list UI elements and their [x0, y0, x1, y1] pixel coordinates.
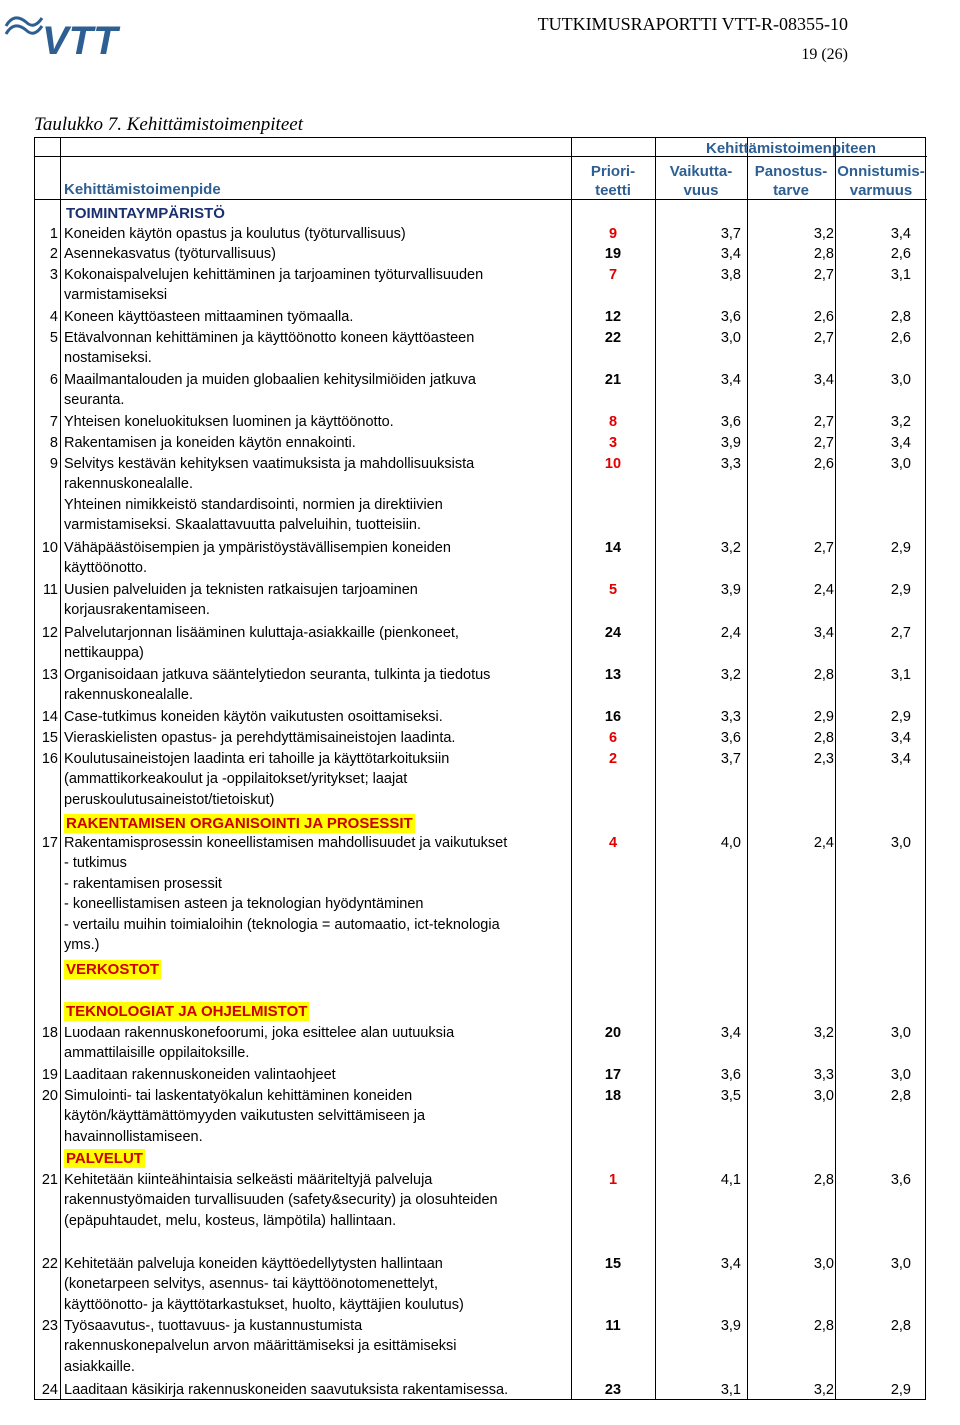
row-effort: 2,3	[813, 751, 834, 767]
row-priority: 24	[604, 625, 622, 641]
measures-table	[34, 137, 926, 1400]
row-description: Työsaavutus-, tuottavuus- ja kustannustumista rakennuskonepalvelun arvon määrittämiseksi ja esittämiseksi asiakkaille.	[64, 1318, 457, 1375]
row-number: 21	[41, 1172, 58, 1188]
row-effort: 3,3	[813, 1067, 834, 1083]
row-impact: 3,4	[720, 372, 741, 388]
row-success: 2,9	[890, 540, 911, 556]
row-number: 10	[41, 540, 58, 556]
row-success: 2,9	[890, 709, 911, 725]
row-description: Kehitetään kiinteähintaisia selkeästi määriteltyjä palveluja rakennustyömaiden turvallisuuden (safety&security) ja olosuhteiden (epäpuhtaudet, melu, kosteus, lämpötila) hallintaan.	[64, 1172, 498, 1229]
row-effort: 2,4	[813, 582, 834, 598]
row-impact: 3,9	[720, 1318, 741, 1334]
row-priority: 6	[608, 730, 618, 746]
row-success: 2,6	[890, 330, 911, 346]
row-impact: 3,6	[720, 730, 741, 746]
row-impact: 2,4	[720, 625, 741, 641]
row-priority: 21	[604, 372, 622, 388]
row-priority: 22	[604, 330, 622, 346]
row-effort: 2,4	[813, 835, 834, 851]
row-priority: 17	[604, 1067, 622, 1083]
row-success: 2,6	[890, 246, 911, 262]
row-description: Organisoidaan jatkuva sääntelytiedon seuranta, tulkinta ja tiedotus rakennuskonealalle.	[64, 667, 491, 704]
row-number: 15	[41, 730, 58, 746]
row-priority: 2	[608, 751, 618, 767]
section-teknologiat: TEKNOLOGIAT JA OHJELMISTOT	[66, 1003, 308, 1020]
row-priority: 12	[604, 309, 622, 325]
row-success: 2,7	[890, 625, 911, 641]
row-priority: 8	[608, 414, 618, 430]
row-effort: 2,7	[813, 414, 834, 430]
row-impact: 3,6	[720, 309, 741, 325]
row-description: Laaditaan rakennuskoneiden valintaohjeet	[64, 1067, 336, 1083]
row-effort: 2,7	[813, 540, 834, 556]
row-description: Koneen käyttöasteen mittaaminen työmaalla.	[64, 309, 354, 325]
row-effort: 3,0	[813, 1256, 834, 1272]
row-impact: 3,4	[720, 1256, 741, 1272]
row-number: 2	[49, 246, 58, 262]
row-success: 3,1	[890, 267, 911, 283]
row-priority: 7	[608, 267, 618, 283]
row-number: 3	[49, 267, 58, 283]
row-impact: 3,4	[720, 1025, 741, 1041]
row-number: 5	[49, 330, 58, 346]
row-effort: 2,8	[813, 730, 834, 746]
row-success: 3,0	[890, 1256, 911, 1272]
header-group: Kehittämistoimenpiteen	[705, 140, 877, 157]
row-description: Laaditaan käsikirja rakennuskoneiden saavutuksista rakentamisessa.	[64, 1382, 509, 1398]
row-priority: 11	[605, 1318, 621, 1334]
row-impact: 3,2	[720, 667, 741, 683]
row-impact: 4,0	[720, 835, 741, 851]
row-success: 3,0	[890, 372, 911, 388]
row-impact: 3,2	[720, 540, 741, 556]
row-success: 2,8	[890, 309, 911, 325]
row-success: 3,6	[890, 1172, 911, 1188]
row-number: 7	[49, 414, 58, 430]
row-effort: 2,8	[813, 667, 834, 683]
row-priority: 20	[604, 1025, 622, 1041]
vtt-logo	[4, 4, 144, 56]
row-priority: 3	[608, 435, 618, 451]
row-impact: 3,8	[720, 267, 741, 283]
row-priority: 23	[604, 1382, 622, 1398]
row-success: 3,4	[890, 226, 911, 242]
row-priority: 10	[604, 456, 622, 472]
row-description: Rakentamisprosessin koneellistamisen mahdollisuudet ja vaikutukset - tutkimus - rakentamisen prosessit - koneellistamisen asteen ja teknologian hyödyntäminen - vertailu muihin toimialoihin (teknologia = automaatio, ict-teknologia yms.)	[64, 835, 508, 954]
row-description: Case-tutkimus koneiden käytön vaikutusten osoittamiseksi.	[64, 709, 443, 725]
row-success: 3,1	[890, 667, 911, 683]
header-priority: Priori- teetti	[590, 163, 636, 199]
row-priority: 14	[604, 540, 622, 556]
row-description: Koneiden käytön opastus ja koulutus (työturvallisuus)	[64, 226, 406, 242]
svg-text:VTT: VTT	[42, 19, 118, 56]
header-effort: Panostus- tarve	[754, 163, 828, 199]
row-effort: 3,0	[813, 1088, 834, 1104]
row-description: Palvelutarjonnan lisääminen kuluttaja-asiakkaille (pienkoneet, nettikauppa)	[64, 625, 459, 662]
row-number: 11	[42, 582, 58, 598]
row-number: 24	[41, 1382, 58, 1398]
row-impact: 4,1	[720, 1172, 741, 1188]
row-description: Koulutusaineistojen laadinta eri tahoille ja käyttötarkoituksiin (ammattikorkeakoulut ja -oppilaitokset/yritykset; laajat peruskoulutusaineistot/tietoiskut)	[64, 751, 450, 808]
row-effort: 3,2	[813, 226, 834, 242]
row-number: 9	[49, 456, 58, 472]
row-description: Yhteisen koneluokituksen luominen ja käyttöönotto.	[64, 414, 394, 430]
row-effort: 3,4	[813, 372, 834, 388]
row-success: 2,8	[890, 1088, 911, 1104]
header-action: Kehittämistoimenpide	[64, 181, 221, 198]
row-description: Etävalvonnan kehittäminen ja käyttöönotto koneen käyttöasteen nostamiseksi.	[64, 330, 475, 367]
row-number: 20	[41, 1088, 58, 1104]
row-number: 17	[41, 835, 58, 851]
row-success: 3,0	[890, 1067, 911, 1083]
row-description: Kokonaispalvelujen kehittäminen ja tarjoaminen työturvallisuuden varmistamiseksi	[64, 267, 484, 304]
row-success: 2,9	[890, 582, 911, 598]
row-success: 3,0	[890, 835, 911, 851]
row-number: 8	[49, 435, 58, 451]
row-priority: 18	[604, 1088, 622, 1104]
page-number: 19 (26)	[801, 46, 848, 63]
row-success: 3,0	[890, 1025, 911, 1041]
row-impact: 3,3	[720, 709, 741, 725]
row-number: 6	[49, 372, 58, 388]
section-palvelut: PALVELUT	[66, 1150, 143, 1167]
row-priority: 15	[604, 1256, 622, 1272]
row-effort: 2,9	[813, 709, 834, 725]
row-number: 19	[41, 1067, 58, 1083]
row-description: Selvitys kestävän kehityksen vaatimuksista ja mahdollisuuksista rakennuskonealalle. Yhteinen nimikkeistö standardisointi, normien ja direktiivien varmistamiseksi. Skaalattavuutta palveluihin, tuotteisiin.	[64, 456, 475, 534]
table-caption: Taulukko 7. Kehittämistoimenpiteet	[34, 114, 303, 135]
row-success: 3,0	[890, 456, 911, 472]
row-number: 4	[49, 309, 58, 325]
row-effort: 2,8	[813, 246, 834, 262]
row-effort: 2,6	[813, 456, 834, 472]
row-effort: 3,2	[813, 1025, 834, 1041]
row-priority: 13	[604, 667, 622, 683]
row-priority: 4	[608, 835, 618, 851]
row-priority: 1	[608, 1172, 618, 1188]
report-id: TUTKIMUSRAPORTTI VTT-R-08355-10	[537, 14, 848, 34]
row-impact: 3,3	[720, 456, 741, 472]
row-success: 2,9	[890, 1382, 911, 1398]
row-effort: 2,7	[813, 330, 834, 346]
row-impact: 3,7	[720, 751, 741, 767]
row-description: Simulointi- tai laskentatyökalun kehittäminen koneiden käytön/käyttämättömyyden vaikutusten selvittämiseen ja havainnollistamiseen.	[64, 1088, 426, 1145]
row-description: Kehitetään palveluja koneiden käyttöedellytysten hallintaan (konetarpeen selvitys, asennus- tai käyttöönotomenettelyt, käyttöönotto- ja käyttötarkastukset, huolto, käyttäjien koulutus)	[64, 1256, 464, 1313]
row-success: 2,8	[890, 1318, 911, 1334]
row-effort: 2,8	[813, 1318, 834, 1334]
row-description: Maailmantalouden ja muiden globaalien kehitysilmiöiden jatkuva seuranta.	[64, 372, 476, 409]
row-priority: 16	[604, 709, 622, 725]
row-description: Uusien palveluiden ja teknisten ratkaisujen tarjoaminen korjausrakentamiseen.	[64, 582, 418, 619]
row-impact: 3,0	[720, 330, 741, 346]
row-effort: 3,2	[813, 1382, 834, 1398]
row-impact: 3,6	[720, 1067, 741, 1083]
section-verkostot: VERKOSTOT	[66, 961, 160, 978]
row-description: Vieraskielisten opastus- ja perehdyttämisaineistojen laadinta.	[64, 730, 456, 746]
row-number: 14	[41, 709, 58, 725]
row-effort: 3,4	[813, 625, 834, 641]
row-success: 3,2	[890, 414, 911, 430]
row-success: 3,4	[890, 751, 911, 767]
row-effort: 2,7	[813, 267, 834, 283]
row-success: 3,4	[890, 435, 911, 451]
header-success: Onnistumis- varmuus	[837, 163, 925, 199]
row-description: Vähäpäästöisempien ja ympäristöystävällisempien koneiden käyttöönotto.	[64, 540, 451, 577]
header-impact: Vaikutta- vuus	[669, 163, 733, 199]
row-number: 23	[41, 1318, 58, 1334]
row-number: 18	[41, 1025, 58, 1041]
row-impact: 3,7	[720, 226, 741, 242]
row-priority: 5	[608, 582, 618, 598]
row-impact: 3,6	[720, 414, 741, 430]
row-success: 3,4	[890, 730, 911, 746]
row-number: 1	[49, 226, 58, 242]
row-description: Rakentamisen ja koneiden käytön ennakointi.	[64, 435, 356, 451]
row-number: 22	[41, 1256, 58, 1272]
row-effort: 2,7	[813, 435, 834, 451]
row-number: 16	[41, 751, 58, 767]
row-impact: 3,4	[720, 246, 741, 262]
row-effort: 2,8	[813, 1172, 834, 1188]
section-toimintaymparisto: TOIMINTAYMPÄRISTÖ	[66, 205, 225, 222]
row-impact: 3,5	[720, 1088, 741, 1104]
row-priority: 19	[604, 246, 622, 262]
row-description: Luodaan rakennuskonefoorumi, joka esittelee alan uutuuksia ammattilaisille oppilaitoksille.	[64, 1025, 455, 1062]
row-number: 13	[41, 667, 58, 683]
section-rakentamisen-organisointi: RAKENTAMISEN ORGANISOINTI JA PROSESSIT	[66, 815, 413, 832]
row-description: Asennekasvatus (työturvallisuus)	[64, 246, 276, 262]
row-effort: 2,6	[813, 309, 834, 325]
row-priority: 9	[608, 226, 618, 242]
row-impact: 3,9	[720, 582, 741, 598]
row-impact: 3,9	[720, 435, 741, 451]
row-impact: 3,1	[720, 1382, 741, 1398]
row-number: 12	[41, 625, 58, 641]
